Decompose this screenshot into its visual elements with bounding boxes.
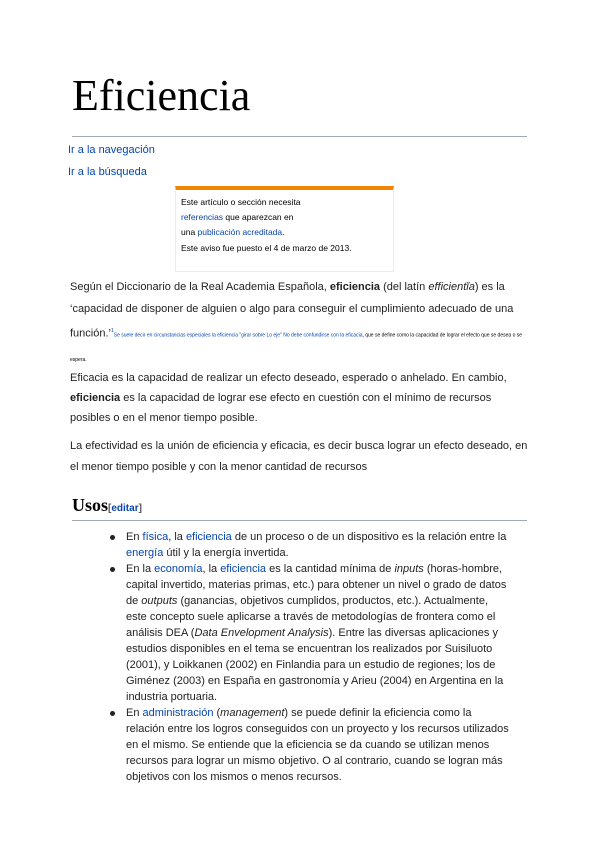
section-heading-usos: Usos[editar] (72, 495, 142, 515)
list-item: En administración (management) se puede definir la eficiencia como la relación entre los logros conseguidos con un proyecto y los recursos utilizados en el mismo. Se entiende que la eficiencia se da cuando se utilizan menos recursos para lograr un mismo objetivo. O al contrario, cuando se logran más objetivos con los mismos o menos recursos. (110, 705, 510, 785)
bullet-icon (110, 567, 115, 572)
bullet-icon (110, 711, 115, 716)
notice-publication-link[interactable]: publicación acreditada (197, 227, 283, 237)
page-title: Eficiencia (72, 71, 251, 120)
eficiencia-link[interactable]: eficiencia (185, 531, 232, 543)
fisica-link[interactable]: física (142, 531, 169, 543)
eficacia-paragraph: Eficacia es la capacidad de realizar un efecto deseado, esperado o anhelado. En cambio, eficiencia es la capacidad de lograr ese efecto en cuestión con el mínimo de recursos posibles o en el menor tiempo posible. (70, 372, 507, 424)
section-divider (72, 520, 527, 521)
usos-list (110, 529, 510, 785)
list-item: En la economía, la eficiencia es la cantidad mínima de inputs (horas-hombre, capital invertido, materias primas, etc.) para obtener un nivel o grado de datos de outputs (ganancias, objetivos cumplidos, productos, etc.). Actualmente, este concepto suele aplicarse a través de metodologías de frontera como el análisis DEA (Data Envelopment Analysis). Entre las diversas aplicaciones y estudios disponibles en el tema se encuentran los realizados por Suisiluoto (2001), y Loikkanen (2002) en Finlandia para un estudio de regiones; los de Giménez (2003) en España en gastronomía y Arieu (2004) en Argentina en la industria portuaria. (110, 561, 510, 705)
list-item: En física, la eficiencia de un proceso o de un dispositivo es la relación entre la energía útil y la energía invertida. (110, 529, 510, 561)
bullet-icon (110, 535, 115, 540)
energia-link[interactable]: energía (126, 547, 164, 559)
jump-to-search-link[interactable]: Ir a la búsqueda (68, 166, 147, 178)
notice-message: Este artículo o sección necesita referencias que aparezcan en una publicación acreditada. (181, 197, 301, 237)
edit-section-link[interactable]: editar (111, 503, 139, 514)
intro-paragraph: Según el Diccionario de la Real Academia Española, eficiencia (del latín efficientĭa) es la ‘capacidad de disponer de alguien o algo para conseguir el cumplimiento adecuado de una función.’$^1$Se suele decir en circunstancias especiales la eficiencia "girar sobre Lo eje" No debe confundirse con la eficacia, que se define como la capacidad de lograr el efecto que se desea o se espera. (70, 281, 523, 363)
eficacia-link[interactable]: eficacia (345, 332, 363, 339)
references-notice-box (175, 186, 394, 272)
economia-link[interactable]: economía (154, 563, 203, 575)
title-divider (72, 136, 527, 137)
jump-to-navigation-link[interactable]: Ir a la navegación (68, 144, 155, 156)
notice-date: Este aviso fue puesto el 4 de marzo de 2013. (181, 243, 352, 253)
administracion-link[interactable]: administración (142, 707, 214, 719)
notice-references-link[interactable]: referencias (181, 212, 224, 222)
eficiencia-economia-link[interactable]: eficiencia (220, 563, 267, 575)
efectividad-paragraph: La efectividad es la unión de eficiencia y eficacia, es decir busca lograr un efecto deseado, en el menor tiempo posible y con la menor cantidad de recursos (70, 440, 528, 473)
reference-marker[interactable]: 1 (110, 328, 114, 334)
